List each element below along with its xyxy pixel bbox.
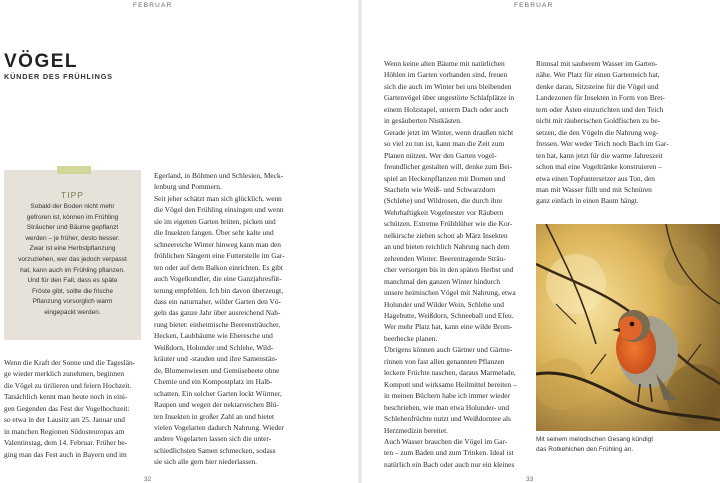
text-line: Kompott und wirksame Heilmittel bereiten – [384, 379, 517, 389]
text-line: die Vögel zu tirilieren und feiern Hochzeit. [4, 380, 132, 390]
text-line: Landezonen für Insekten in Form von Bret- [536, 93, 665, 103]
text-line: terung empfehlen. Ich bin davon überzeugt, [154, 285, 284, 295]
tip-line: gefroren ist, können im Frühling [26, 213, 119, 221]
caption-line: das Rotkehlchen den Frühling an. [536, 446, 634, 453]
text-line: zehrenden Winter. Beerentragende Sträu- [384, 253, 506, 263]
running-head-left: FEBRUAR [133, 2, 173, 9]
text-line: de, Blumenwiesen und Gemüsebeete ohne [154, 365, 280, 375]
chapter-subtitle: KÜNDER DES FRÜHLINGS [4, 72, 113, 81]
text-line: fressen. Wer weder Teich noch Bach im Gar- [536, 139, 669, 149]
text-line: schatten. Ein solcher Garten lockt Würmer, [154, 388, 282, 398]
body-column-left-2 [154, 170, 285, 468]
text-line: nelkirsche ziehen schon ab März Insekten [384, 230, 508, 240]
text-line: manchmal den ganzen Winter hindurch [384, 276, 501, 286]
text-line: Höhlen im Garten vorhanden sind, freuen [384, 70, 508, 80]
body-column-right-1 [384, 58, 517, 470]
text-line: geln das ganze Jahr über ausreichend Nah- [154, 308, 281, 318]
text-line: Herzmedizin bereitet. [384, 425, 449, 435]
text-line: Seit jeher schätzt man sich glücklich, wenn [154, 193, 282, 203]
text-line: einem Holzstapel, unterm Dach oder auch [384, 104, 509, 114]
text-line: ge wieder merklich zunehmen, beginnen [4, 369, 125, 379]
tip-label: TIPP [61, 190, 84, 200]
text-line: Wer mehr Platz hat, kann eine wilde Brom- [384, 322, 513, 332]
text-line: in meinen Büchern habe ich immer wieder [384, 391, 511, 401]
text-line: Valentinstag, dem 14. Februar. Früher be- [4, 438, 128, 448]
text-line: unsere heimischen Vögel mit Nahrung, etwa [384, 288, 516, 298]
robin-photo-icon [536, 224, 720, 431]
text-line: leckere Früchte naschen, daraus Marmelade, [384, 368, 516, 378]
chapter-title: VÖGEL [4, 51, 79, 72]
robin-photo [536, 224, 720, 431]
caption-line: Mit seinem melodischen Gesang kündigt [536, 436, 654, 443]
text-line: vielen Vogelarten dadurch Nahrung. Wieder [154, 422, 285, 432]
tip-line: Und für den Fall, dass es späte [27, 277, 118, 285]
text-line: Wenn keine alten Bäume mit natürlichen [384, 59, 505, 68]
text-line: nicht mit räuberischen Goldfischen zu be- [536, 116, 661, 126]
text-line: Egerland, in Böhmen und Schlesien, Meck- [154, 171, 284, 180]
text-line: Hagebutte, Weißdorn, Schneeball und Efeu. [384, 310, 514, 320]
text-line: so etwa in der Lausitz am 25. Januar und [4, 415, 125, 425]
page-number-left: 32 [144, 476, 152, 483]
text-line: cher versorgen bis in den späten Herbst und [384, 265, 514, 275]
text-line: setzen, die den Vögeln die Nahrung weg- [536, 127, 659, 137]
tip-line: werden – je früher, desto besser. [25, 234, 120, 242]
text-line: natürlich ein Bach oder auch nur ein kleines [384, 459, 515, 469]
text-line: Stacheln wie Weiß- und Schwarzdorn [384, 184, 496, 194]
text-line: ganz einfach in einen Baum hängt. [536, 196, 639, 206]
text-line: freundlicher gestalten will, denke zum Bei- [384, 162, 513, 172]
text-line: Chemie und ein Kompostplatz im Halb- [154, 377, 273, 387]
text-line: beerhecke planen. [384, 333, 438, 343]
tip-line: Fröste gibt, sollte die frische [32, 287, 113, 295]
text-line: etwa einen Topfuntersetzer aus Ton, den [536, 173, 655, 183]
text-line: beschrieben, wie man etwa Holunder- und [384, 402, 510, 412]
text-line: nähe. Wer Platz für einen Gartenteich hat, [536, 70, 660, 80]
text-line: Wehrhaftigkeit Vogelnester vor Räubern [384, 207, 504, 217]
body-column-left-1 [4, 357, 135, 460]
text-line: tern oder Ästen einzurichten und den Teich [536, 104, 664, 114]
text-line: ten Insekten in großer Zahl an und bietet [154, 411, 275, 421]
text-line: spiel an Heckenpflanzen mit Dornen und [384, 173, 506, 183]
text-line: kräuter und -stauden und ihre Samenstän- [154, 354, 278, 364]
text-line: schon mal eine Vogeltränke konstruieren – [536, 162, 662, 172]
text-line: Hecken, Laubbäume wie Eberesche und [154, 331, 273, 341]
text-line: Schlehenfrüchte nutzt und Weißdorntee als [384, 414, 511, 424]
text-line: ten hat, kann jetzt für die warme Jahreszeit [536, 150, 663, 160]
photo-caption [536, 435, 716, 455]
text-line: Rinnsal mit sauberem Wasser im Garten- [536, 59, 658, 68]
text-line: Raupen und wegen der nektarreichen Blü- [154, 400, 279, 410]
text-line: Weißdorn, Holunder und Schlehe, Wild- [154, 342, 274, 352]
text-line: Gartenvögel über ungestörte Schlafplätze in [384, 93, 515, 103]
text-line: Wenn die Kraft der Sonne und die Tageslän- [4, 358, 136, 367]
text-line: die Insekten fangen. Über sehr kalte und [154, 228, 274, 238]
text-line: fröhlichen Sängern eine Futterstelle im Gar- [154, 251, 285, 261]
text-line: ten – zum Baden und zum Trinken. Ideal ist [384, 448, 514, 458]
text-line: schützen. Extreme Frühblüher wie die Kor- [384, 219, 513, 229]
text-line: so viel zu tun ist, kann man die Zeit zum [384, 139, 505, 149]
tip-line: Sträucher und Bäume gepflanzt [26, 224, 119, 232]
tip-line: Pflanzung vorsorglich warm [32, 298, 113, 306]
text-line: Tatsächlich kennt man heute noch in eini- [4, 392, 128, 402]
text-line: sie sich alle gern hier niederlassen. [154, 457, 258, 467]
text-line: rung bietet: einheimische Beerensträucher, [154, 319, 281, 329]
text-line: (Schlehe) und Wildrosen, die durch ihre [384, 196, 503, 206]
text-line: gen Gegenden das Fest der Vogelhochzeit: [4, 403, 130, 413]
text-line: andere Vogelarten lassen sich die unter- [154, 434, 272, 444]
text-line: ten oder auf dem Balkon einrichten. Es gibt [154, 262, 283, 272]
tip-line: Zwar ist eine Herbstpflanzung [29, 245, 116, 253]
text-line: sie im eigenen Garten brüten, picken und [154, 216, 276, 226]
text-line: an und bieten reichlich Nahrung nach dem [384, 242, 510, 252]
text-line: denke daran, Sitzsteine für die Vögel und [536, 81, 659, 91]
text-line: sich die auch im Winter bei uns bleibenden [384, 81, 512, 91]
body-column-right-2 [536, 58, 669, 207]
text-line: Gerade jetzt im Winter, wenn draußen nicht [384, 127, 514, 137]
text-line: in manchen Regionen Südosteuropas am [4, 426, 125, 436]
tip-line: Sobald der Boden nicht mehr [30, 203, 115, 210]
text-line: lenburg und Pommern. [154, 182, 222, 192]
text-line: rinnen von fast allen genannten Pflanzen [384, 356, 505, 366]
text-line: Holunder und Wilder Wein, Schlehe und [384, 299, 504, 309]
text-line: Übrigens können auch Gärtner und Gärtne- [384, 345, 513, 355]
tip-line: vorzuziehen, wer das jedoch verpasst [18, 255, 127, 263]
tip-text [6, 202, 139, 319]
text-line: dass ein naturnaher, wilder Garten den Vö- [154, 296, 282, 306]
text-line: in gesäuberten Nistkästen. [384, 116, 462, 126]
tip-box [4, 170, 141, 340]
tip-line: hat, kann auch im Frühling pflanzen. [20, 266, 125, 274]
tip-tape [57, 166, 91, 174]
text-line: Auch Wasser brauchen die Vögel im Gar- [384, 436, 508, 446]
text-line: man mit Wasser füllt und mit Schnüren [536, 184, 652, 194]
page-number-right: 33 [526, 476, 534, 483]
text-line: auch Vogelkundler, die eine Ganzjahresfüt- [154, 274, 282, 284]
text-line: ging man das Fest auch in Bayern und im [4, 449, 127, 459]
text-line: schneereiche Winter hinweg kann man den [154, 239, 282, 249]
text-line: schiedlichsten Samen schmecken, sodass [154, 445, 276, 455]
tip-line: eingepackt werden. [44, 308, 101, 316]
text-line: Planen nützen. Wer den Garten vogel- [384, 150, 497, 160]
text-line: die Vögel den Frühling einsingen und wenn [154, 205, 284, 215]
running-head-right: FEBRUAR [514, 2, 554, 9]
